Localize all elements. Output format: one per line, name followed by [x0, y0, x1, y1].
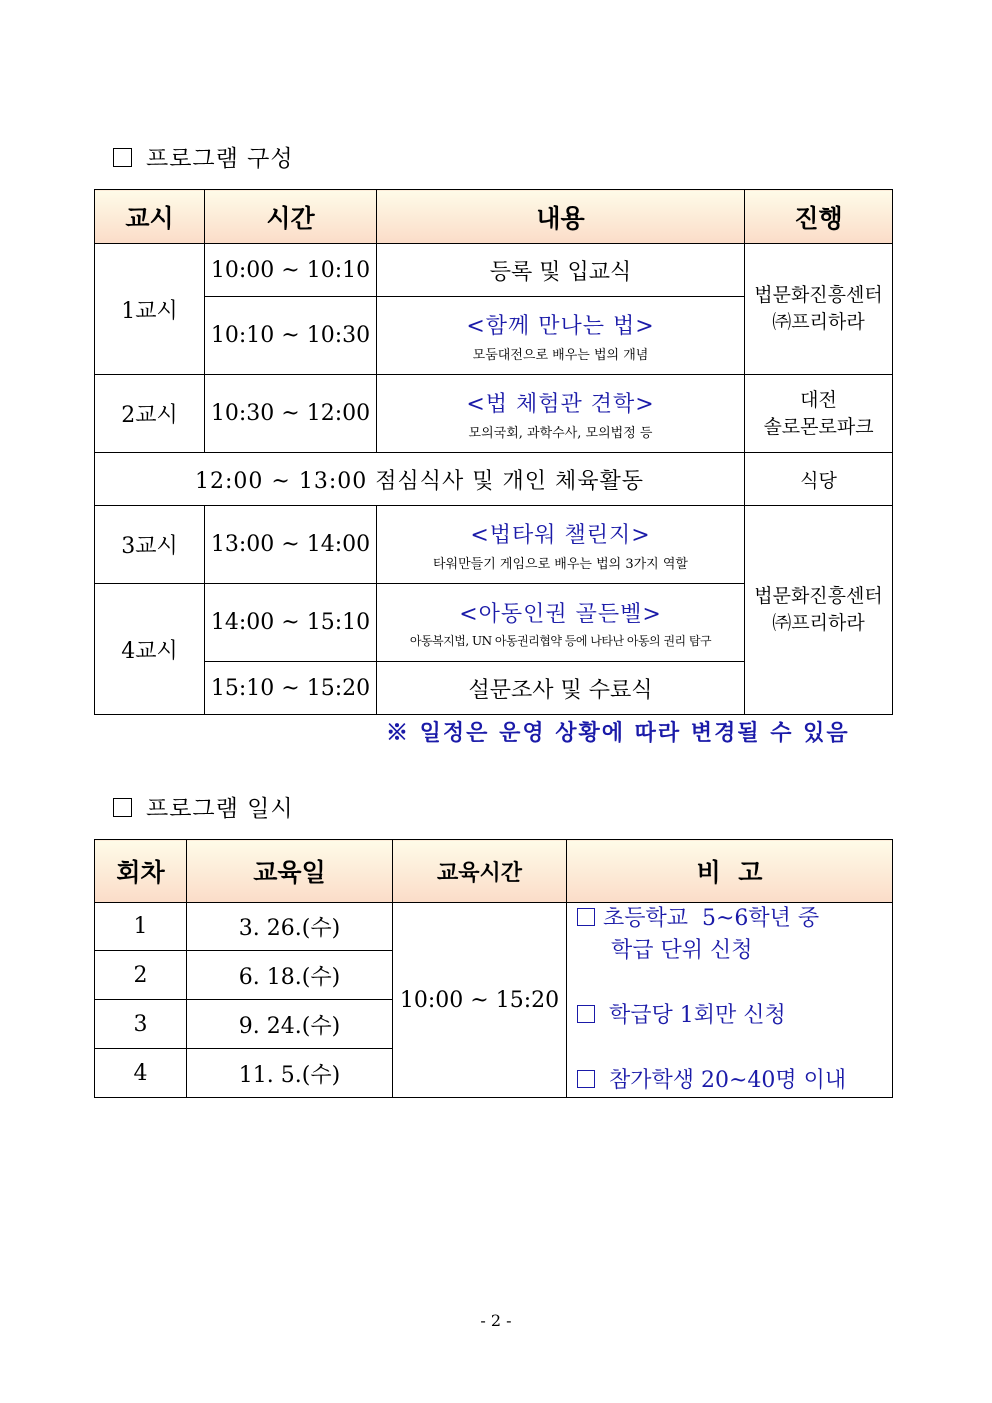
time-cell: 10:00 ~ 10:10 — [205, 244, 377, 297]
content-cell — [377, 506, 745, 584]
date-cell: 6. 18.(수) — [187, 951, 393, 999]
checkbox-icon — [577, 1070, 595, 1088]
session-cell: 2 — [95, 951, 187, 999]
content-cell — [377, 584, 745, 662]
lunch-row — [95, 453, 893, 506]
time-cell: 10:30 ~ 12:00 — [205, 375, 377, 453]
table-row — [95, 375, 893, 453]
checkbox-icon — [113, 148, 132, 167]
remark-line — [577, 1000, 892, 1032]
time-cell: 13:00 ~ 14:00 — [205, 506, 377, 584]
remark-line — [577, 903, 892, 935]
header-content: 내용 — [377, 190, 745, 244]
table-row — [95, 903, 893, 951]
program-title: <함께 만나는 법> — [466, 313, 655, 339]
content-cell: 설문조사 및 수료식 — [377, 662, 745, 715]
table-row — [95, 244, 893, 297]
host-cell: 법문화진흥센터 ㈜프리하라 — [745, 506, 893, 715]
header-time: 시간 — [205, 190, 377, 244]
date-cell: 11. 5.(수) — [187, 1049, 393, 1098]
remark-text: 학급 단위 신청 — [611, 938, 753, 963]
lunch-cell: 12:00 ~ 13:00 점심식사 및 개인 체육활동 — [95, 453, 745, 506]
session-cell: 1 — [95, 903, 187, 951]
header-period: 교시 — [95, 190, 205, 244]
program-dates-table — [94, 839, 893, 1098]
program-subtitle: 모의국회, 과학수사, 모의법정 등 — [468, 425, 653, 441]
program-title: <아동인권 골든벨> — [459, 601, 662, 627]
session-cell: 4 — [95, 1049, 187, 1098]
remark-line — [577, 935, 892, 967]
content-cell: 등록 및 입교식 — [377, 244, 745, 297]
period-cell: 4교시 — [95, 584, 205, 715]
header-host: 진행 — [745, 190, 893, 244]
table-header-row — [95, 840, 893, 903]
section-title-text: 프로그램 구성 — [146, 146, 294, 172]
schedule-note: ※ 일정은 운영 상황에 따라 변경될 수 있음 — [386, 720, 850, 746]
period-cell: 1교시 — [95, 244, 205, 375]
remark-text: 참가학생 20~40명 이내 — [609, 1068, 847, 1093]
program-title: <법 체험관 견학> — [466, 391, 655, 417]
page-number: - 2 - — [480, 1311, 512, 1330]
program-subtitle: 타워만들기 게임으로 배우는 법의 3가지 역할 — [433, 556, 688, 572]
time-cell: 10:10 ~ 10:30 — [205, 297, 377, 375]
remark-line — [577, 1065, 892, 1097]
host-cell: 대전 솔로몬로파크 — [745, 375, 893, 453]
host-cell: 법문화진흥센터 ㈜프리하라 — [745, 244, 893, 375]
period-cell: 2교시 — [95, 375, 205, 453]
header-remarks: 비 고 — [567, 840, 893, 903]
table-row — [95, 506, 893, 584]
section-title-program-dates — [113, 790, 294, 823]
header-session: 회차 — [95, 840, 187, 903]
edu-time-cell: 10:00 ~ 15:20 — [393, 903, 567, 1098]
checkbox-icon — [577, 908, 595, 926]
remark-text: 학급당 1회만 신청 — [609, 1003, 786, 1028]
header-date: 교육일 — [187, 840, 393, 903]
content-cell — [377, 297, 745, 375]
date-cell: 3. 26.(수) — [187, 903, 393, 951]
table-header-row — [95, 190, 893, 244]
program-schedule-table — [94, 189, 893, 715]
content-cell — [377, 375, 745, 453]
date-cell: 9. 24.(수) — [187, 999, 393, 1049]
time-cell: 14:00 ~ 15:10 — [205, 584, 377, 662]
header-edu-time: 교육시간 — [393, 840, 567, 903]
remarks-cell — [567, 903, 893, 1098]
section-title-text: 프로그램 일시 — [146, 796, 294, 822]
program-subtitle: 모둠대전으로 배우는 법의 개념 — [472, 347, 649, 363]
remark-text: 초등학교 5~6학년 중 — [603, 906, 820, 931]
session-cell: 3 — [95, 999, 187, 1049]
checkbox-icon — [577, 1005, 595, 1023]
time-cell: 15:10 ~ 15:20 — [205, 662, 377, 715]
host-cell: 식당 — [745, 453, 893, 506]
section-title-program-composition — [113, 140, 294, 173]
program-subtitle: 아동복지법, UN 아동권리협약 등에 나타난 아동의 권리 탐구 — [409, 633, 712, 648]
program-title: <법타워 챌린지> — [470, 522, 651, 548]
period-cell: 3교시 — [95, 506, 205, 584]
checkbox-icon — [113, 798, 132, 817]
